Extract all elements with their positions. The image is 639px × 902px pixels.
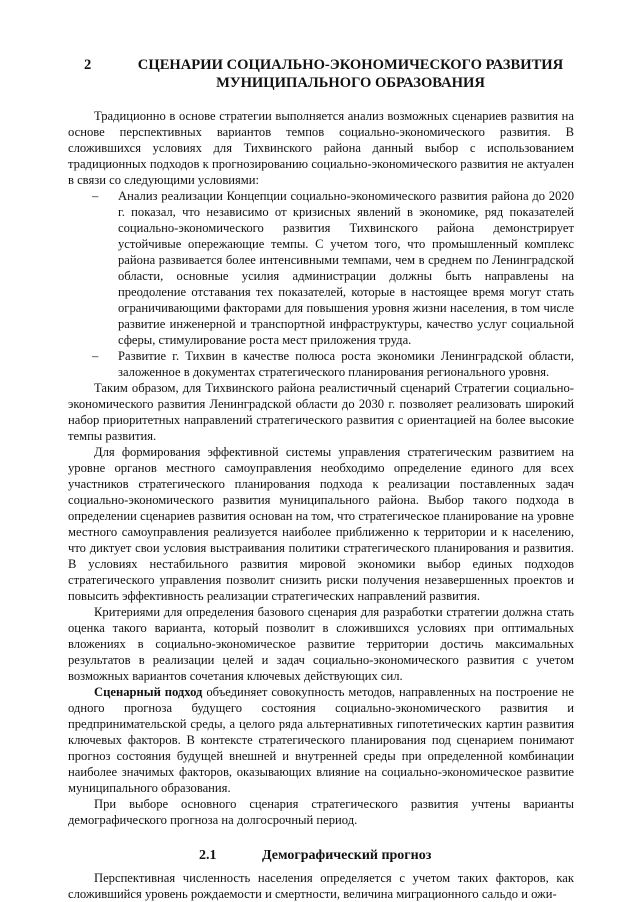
- paragraph-conclusion: Таким образом, для Тихвинского района реалистичный сценарий Стратегии социально-экономического развития Ленинградской области до 2030 г. позволяет реализовать широкий набор приоритетных направлений стратегического развития с ориентацией на более высокие темпы развития.: [68, 381, 574, 443]
- chapter-number: 2: [84, 57, 92, 73]
- scenario-approach-text: объединяет совокупность методов, направленных на построение не одного прогноза будущего состояния социально-экономического развития и предпринимательской среды, а целого ряда альтернативных гипотетических картин развития ключевых факторов. В контексте стратегического планирования под сценарием понимают прогноз состояния будущей внешней и внутренней среды при определенной комбинации наиболее значимых факторов, оказывающих влияние на социально-экономическое развитие муниципального образования.: [68, 685, 574, 795]
- section-title: Демографический прогноз: [262, 848, 432, 863]
- paragraph-scenario-approach: [68, 684, 574, 796]
- chapter-title: СЦЕНАРИИ СОЦИАЛЬНО-ЭКОНОМИЧЕСКОГО РАЗВИТИЯ МУНИЦИПАЛЬНОГО ОБРАЗОВАНИЯ: [137, 57, 564, 91]
- conditions-list: [68, 188, 574, 380]
- paragraph-management: Для формирования эффективной системы управления стратегическим развитием на уровне органов местного самоуправления необходимо определение единого для всех участников стратегического планирования подхода к реализации поставленных задач социально-экономического развития муниципального района. Выбор такого подхода в определении сценариев развития основан на том, что стратегическое планирование на уровне местного самоуправления реализуется наиболее приближенно к территории и к населению, что диктует свои условия выстраивания политики стратегического планирования и развития. В условиях нестабильного развития мировой экономики выбор единых подходов стратегического управления позволит снизить риски получения незавершенных проектов и повысить эффективность реализации стратегических направлений развития.: [68, 445, 574, 603]
- list-item: – Развитие г. Тихвин в качестве полюса роста экономики Ленинградской области, заложенное в документах стратегического планирования регионального уровня.: [68, 348, 574, 380]
- paragraph-demographic-note: При выборе основного сценария стратегического развития учтены варианты демографического прогноза на долгосрочный период.: [68, 797, 574, 827]
- chapter-heading: [84, 56, 584, 92]
- list-item: – Анализ реализации Концепции социально-экономического развития района до 2020 г. показал, что независимо от кризисных явлений в экономике, ряд показателей социально-экономического развития Тихвинского района демонстрирует устойчивые опережающие темпы. С учетом того, что промышленный комплекс района развивается более интенсивными темпами, чем в среднем по Ленинградской области, основные усилия администрации должны быть направлены на преодоление отставания тех показателей, которые в настоящее время могут стать ограничивающими факторами для повышения уровня жизни населения, в том числе развитие инженерной и транспортной инфраструктуры, качество услуг социальной сферы, стимулирование роста мест приложения труда.: [68, 188, 574, 348]
- section-number: 2.1: [199, 848, 217, 863]
- document-body: [68, 108, 574, 902]
- section-heading: [68, 848, 574, 866]
- paragraph-criteria: Критериями для определения базового сценария для разработки стратегии должна стать оценка такого варианта, который позволит в сложившихся условиях при оптимальных вложениях в социально-экономическое развитие территории достичь максимальных результатов в реализации целей и задач социально-экономического развития с учетом возможных вариантов сочетания ключевых действующих сил.: [68, 605, 574, 683]
- term-scenario-approach: Сценарный подход: [94, 685, 203, 699]
- paragraph-intro: Традиционно в основе стратегии выполняется анализ возможных сценариев развития на основе перспективных вариантов темпов социально-экономического развития. В сложившихся условиях для Тихвинского района данный выбор с использованием традиционных подходов к прогнозированию социально-экономического развития не актуален в связи со следующими условиями:: [68, 109, 574, 187]
- paragraph-population: Перспективная численность населения определяется с учетом таких факторов, как сложившийся уровень рождаемости и смертности, величина миграционного сальдо и ожи-: [68, 871, 574, 901]
